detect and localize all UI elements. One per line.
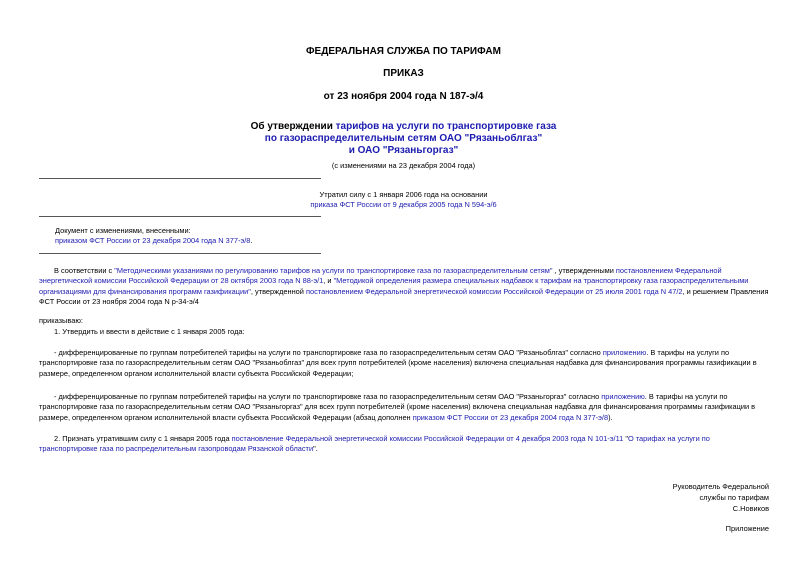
lost-force-block <box>0 200 807 210</box>
doc-date-number: от 23 ноября 2004 года N 187-э/4 <box>323 91 484 102</box>
doc-changes-block: приказом ФСТ России от 23 декабря 2004 года N 377-э/8. <box>55 236 253 245</box>
doc-type: ПРИКАЗ <box>383 68 424 79</box>
bullet-2: - дифференцированные по группам потребителей тарифы на услуги по транспортировке газа по газораспределительным сетям ОАО "Рязаньгоргаз" согласно приложению. В тарифы на услуги по транспортировке газа по газораспределительным сетям ОАО "Рязаньгоргаз" для всех групп потребителей (кроме населения) включена специальная надбавка для финансирования программы газификации в размере, определенном органом исполнительной власти субъекта Российской Федерации (абзац дополнен приказом ФСТ России от 23 декабря 2004 года N 377-э/8). <box>39 392 756 422</box>
preamble-text: В соответствии с <box>54 266 115 275</box>
amendment-order-link[interactable]: приказом ФСТ России от 23 декабря 2004 года N 377-э/8 <box>412 412 609 422</box>
title-prefix: Об утверждении <box>250 121 336 132</box>
order-word: приказываю: <box>39 316 83 325</box>
methodical-guidelines-link[interactable]: "Методическими указаниями по регулированию тарифов на услуги по транспортировке газа по газораспределительным сетям" <box>114 266 553 275</box>
signature-position-2: службы по тарифам <box>699 493 769 502</box>
appendix-link-1[interactable]: приложению <box>602 348 647 357</box>
title-link-2[interactable]: по газораспределительным сетям ОАО "Рязаньоблгаз" <box>264 133 543 144</box>
fek-resolution-link[interactable]: постановлением Федеральной энергетической комиссии Российской Федерации от 28 октября 2003 года N 88-э/1 <box>39 266 722 286</box>
agency-name: ФЕДЕРАЛЬНАЯ СЛУЖБА ПО ТАРИФАМ <box>306 46 501 57</box>
divider <box>39 216 321 217</box>
doc-title <box>0 121 807 157</box>
signature-position-1: Руководитель Федеральной <box>672 482 769 491</box>
bullet-1: - дифференцированные по группам потребителей тарифы на услуги по транспортировке газа по газораспределительным сетям ОАО "Рязаньоблгаз" согласно приложению. В тарифы на услуги по транспортировке газа по газораспределительным сетям ОАО "Рязаньоблгаз" для всех групп потребителей (кроме населения) включена специальная надбавка для финансирования программы газификации в размере, определенном органом исполнительной власти субъекта Российской Федерации; <box>39 348 757 378</box>
methodology-link[interactable]: "Методикой определения размера специальных надбавок к тарифам на транспортировку газа газораспределительными организациями для финансирования программ газификации" <box>39 276 749 296</box>
lost-force-text: Утратил силу с 1 января 2006 года на основании <box>319 190 488 199</box>
item-1: 1. Утвердить и ввести в действие с 1 января 2005 года: <box>54 327 245 336</box>
appendix-link-2[interactable]: приложению <box>601 392 645 401</box>
divider <box>39 178 321 179</box>
title-link-3[interactable]: и ОАО "Рязаньгоргаз" <box>348 145 459 156</box>
item-2: 2. Признать утратившим силу с 1 января 2005 года постановление Федеральной энергетической комиссии Российской Федерации от 4 декабря 2003 года N 101-э/11 "О тарифах на услуги по транспортировке газа по распределительным газопроводам Рязанской области". <box>39 434 710 454</box>
title-link-1[interactable]: тарифов на услуги по транспортировке газа <box>335 121 557 132</box>
preamble-paragraph: В соответствии с "Методическими указаниями по регулированию тарифов на услуги по транспортировке газа по газораспределительным сетям" , утвержденными постановлением Федеральной энергетической комиссии Российской Федерации от 28 октября 2003 года N 88-э/1, и "Методикой определения размера специальных надбавок к тарифам на транспортировку газа газораспределительными организациями для финансирования программ газификации", утвержденной постановлением Федеральной энергетической комиссии Российской Федерации от 25 июля 2001 года N 47/2, и решением Правления ФСТ России от 23 ноября 2004 года N р-34-э/4 <box>39 266 769 306</box>
lost-force-link[interactable]: приказа ФСТ России от 9 декабря 2005 года N 594-э/6 <box>310 200 497 209</box>
doc-changes-link[interactable]: приказом ФСТ России от 23 декабря 2004 года N 377-э/8 <box>55 236 251 245</box>
fek-resolution-2001-link[interactable]: постановлением Федеральной энергетической комиссии Российской Федерации от 25 июля 2001 года N 47/2 <box>305 286 683 296</box>
fek-resolution-2003-link[interactable]: постановление Федеральной энергетической комиссии Российской Федерации от 4 декабря 2003 года N 101-э/11 <box>231 434 624 443</box>
doc-changes-label: Документ с изменениями, внесенными: <box>55 226 191 235</box>
signature-name: С.Новиков <box>732 504 769 513</box>
appendix-label: Приложение <box>725 524 769 533</box>
amendments-note: (с изменениями на 23 декабря 2004 года) <box>331 161 476 170</box>
ryazan-tariffs-link[interactable]: О тарифах на услуги по транспортировке газа по распределительным газопроводам Рязанской области <box>39 434 710 454</box>
divider <box>39 253 321 254</box>
